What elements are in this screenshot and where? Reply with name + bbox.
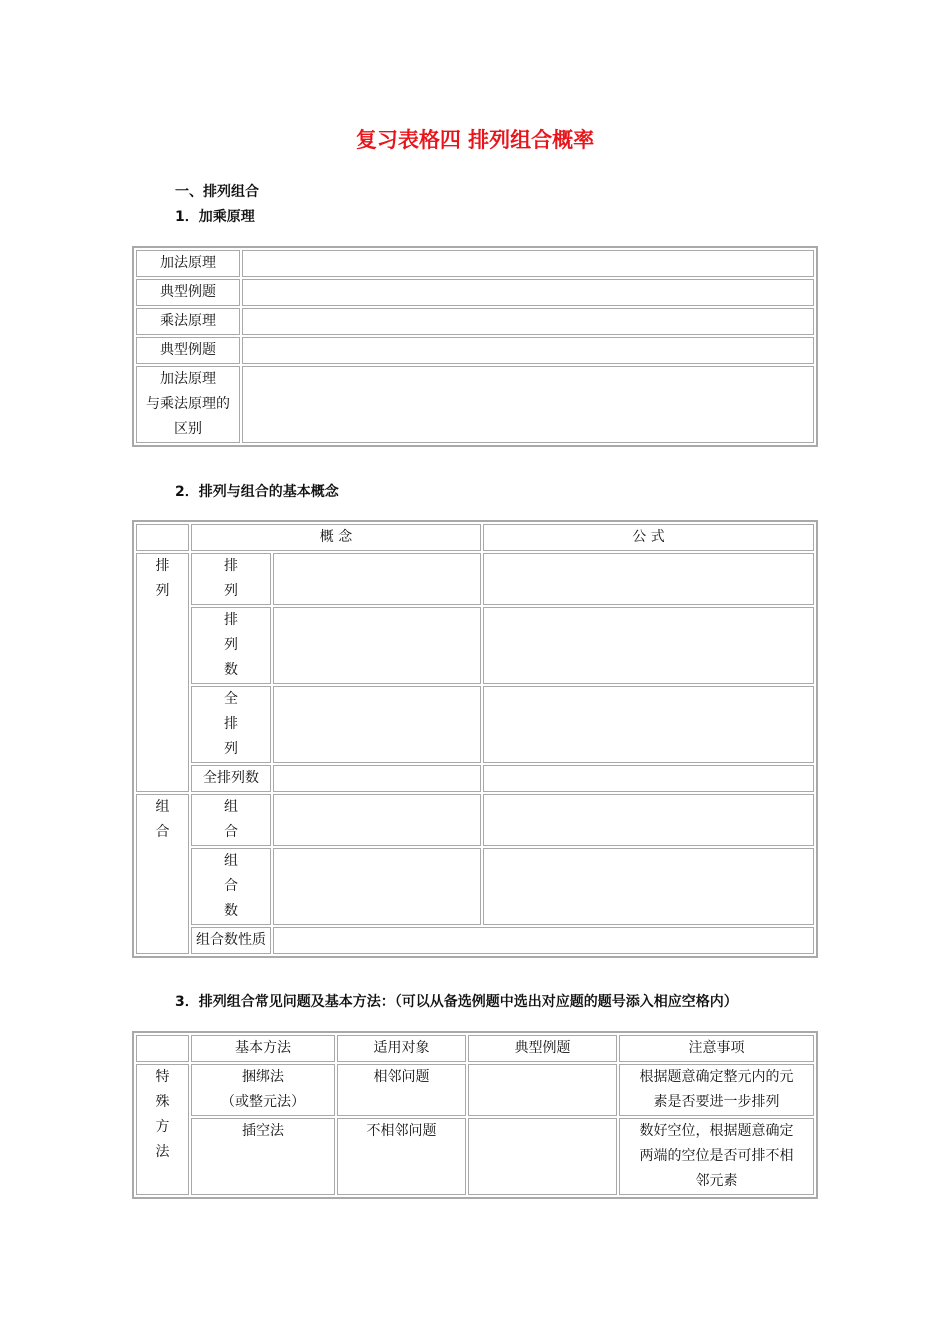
header-empty-cell	[136, 1035, 189, 1062]
formula-cell	[483, 765, 814, 792]
content-cell	[242, 308, 814, 335]
formula-cell	[483, 686, 814, 763]
concept-cell	[273, 794, 481, 846]
concept-cell	[273, 553, 481, 605]
note-bundling: 根据题意确定整元内的元 素是否要进一步排列	[619, 1064, 814, 1116]
group-label-special-methods: 特 殊 方 法	[136, 1064, 189, 1195]
header-basic-method: 基本方法	[191, 1035, 335, 1062]
header-target: 适用对象	[337, 1035, 466, 1062]
formula-cell	[483, 607, 814, 684]
row-label: 加法原理	[136, 250, 240, 277]
content-cell	[242, 337, 814, 364]
table-addition-multiplication	[132, 246, 818, 447]
row-label: 典型例题	[136, 337, 240, 364]
subheading-addition-multiplication: 1．加乘原理	[175, 209, 255, 225]
target-non-adjacent: 不相邻问题	[337, 1118, 466, 1195]
example-cell	[468, 1118, 617, 1195]
header-example: 典型例题	[468, 1035, 617, 1062]
formula-cell	[483, 848, 814, 925]
table-basic-concepts	[132, 520, 818, 958]
example-cell	[468, 1064, 617, 1116]
subheading-basic-concepts: 2．排列与组合的基本概念	[175, 484, 339, 500]
row-label: 典型例题	[136, 279, 240, 306]
properties-cell	[273, 927, 814, 954]
formula-cell	[483, 794, 814, 846]
row-label-combination-number: 组 合 数	[191, 848, 271, 925]
row-label-full-arrangement: 全 排 列	[191, 686, 271, 763]
group-label-arrangement: 排 列	[136, 553, 189, 792]
concept-cell	[273, 607, 481, 684]
row-label: 乘法原理	[136, 308, 240, 335]
header-formula: 公 式	[483, 524, 814, 551]
page-title: 复习表格四 排列组合概率	[355, 128, 595, 152]
concept-cell	[273, 765, 481, 792]
concept-cell	[273, 686, 481, 763]
group-label-combination: 组 合	[136, 794, 189, 954]
row-label-arrangement-number: 排 列 数	[191, 607, 271, 684]
method-gap-insertion: 插空法	[191, 1118, 335, 1195]
subheading-common-problems: 3．排列组合常见问题及基本方法：（可以从备选例题中选出对应题的题号添入相应空格内）	[175, 994, 738, 1010]
formula-cell	[483, 553, 814, 605]
row-label: 加法原理 与乘法原理的 区别	[136, 366, 240, 443]
method-bundling: 捆绑法 （或整元法）	[191, 1064, 335, 1116]
content-cell	[242, 250, 814, 277]
header-empty-cell	[136, 524, 189, 551]
concept-cell	[273, 848, 481, 925]
section-heading-arrangement: 一、排列组合	[175, 184, 259, 200]
content-cell	[242, 279, 814, 306]
table-common-methods	[132, 1031, 818, 1199]
content-cell	[242, 366, 814, 443]
header-notes: 注意事项	[619, 1035, 814, 1062]
note-gap-insertion: 数好空位，根据题意确定 两端的空位是否可排不相 邻元素	[619, 1118, 814, 1195]
row-label-combination-properties: 组合数性质	[191, 927, 271, 954]
row-label-full-arrangement-number: 全排列数	[191, 765, 271, 792]
target-adjacent: 相邻问题	[337, 1064, 466, 1116]
row-label-combination: 组 合	[191, 794, 271, 846]
header-concept: 概 念	[191, 524, 481, 551]
row-label-arrangement: 排 列	[191, 553, 271, 605]
